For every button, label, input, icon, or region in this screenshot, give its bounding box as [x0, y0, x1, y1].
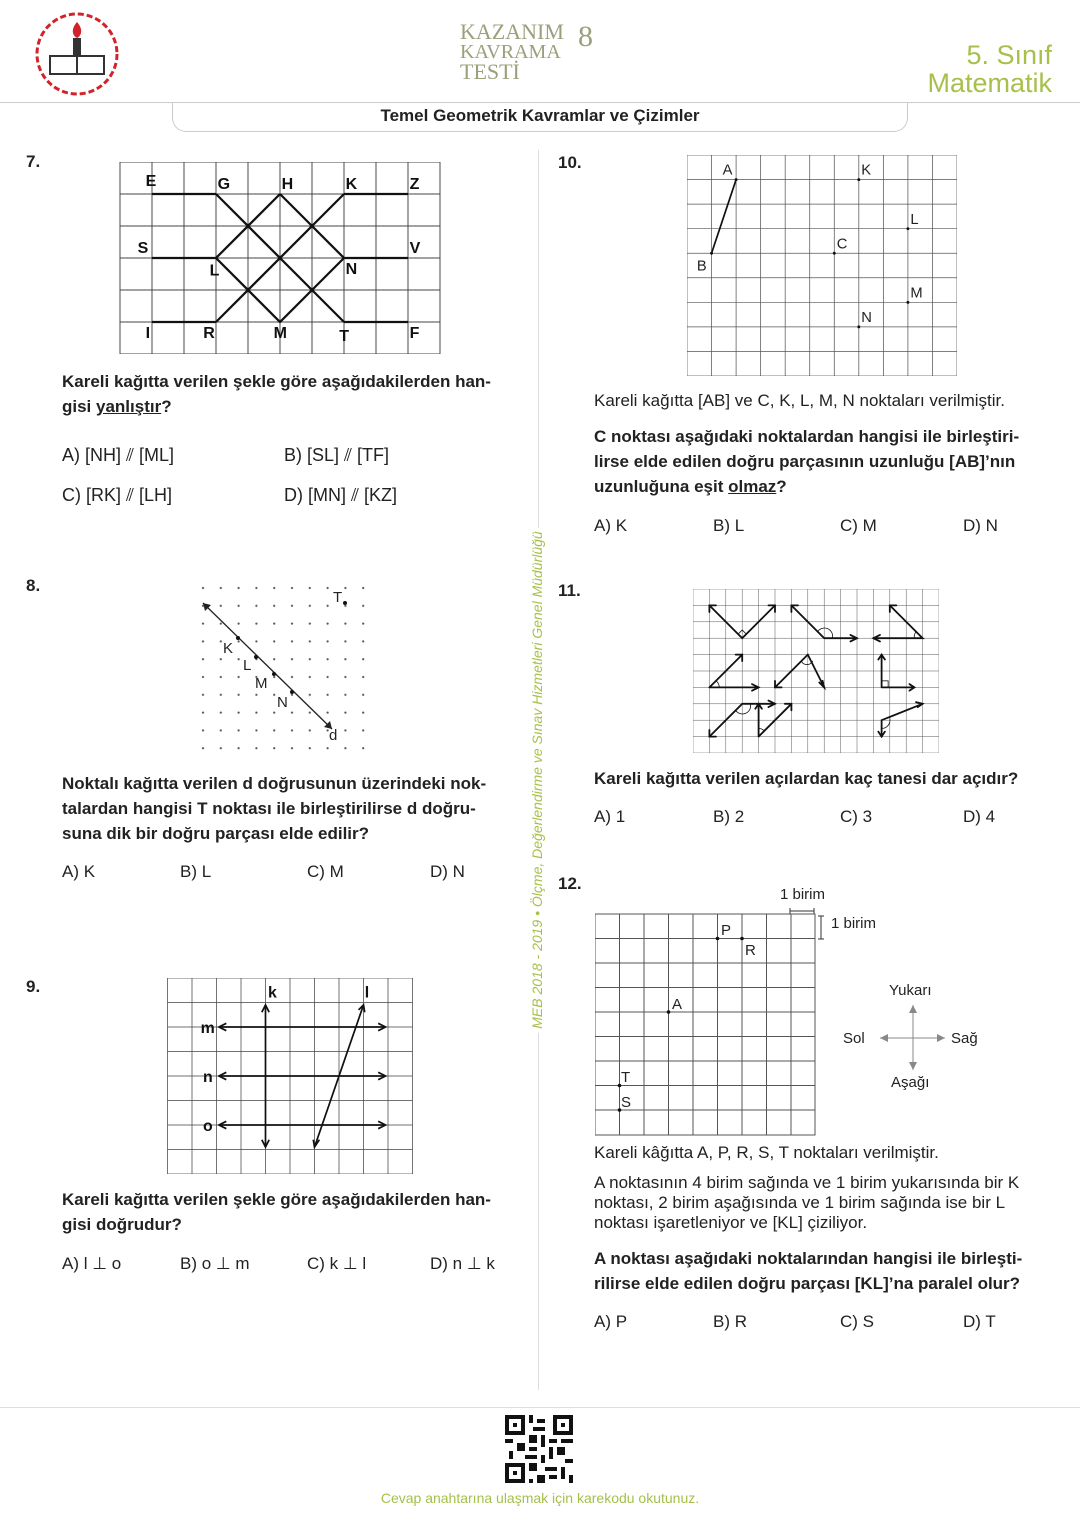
text-line: Kareli kağıtta verilen şekle göre aşağıdakilerden han-: [62, 372, 491, 391]
option-c[interactable]: C) S: [840, 1312, 874, 1331]
option-a[interactable]: A) l ⊥ o: [62, 1254, 122, 1273]
text-line: A noktasının 4 birim sağında ve 1 birim yukarısında bir K: [594, 1173, 1020, 1192]
text-line: rilirse elde edilen doğru parçası [KL]’na paralel olur?: [594, 1274, 1021, 1293]
q10-figure: [687, 155, 957, 376]
emphasis: yanlıştır: [96, 397, 162, 416]
q8-figure: [195, 580, 370, 750]
question-number: 11.: [558, 581, 581, 600]
topic-tab: [172, 102, 908, 132]
intro-text: Kareli kâğıtta A, P, R, S, T noktaları verilmiştir.: [594, 1143, 939, 1162]
compass-left: Sol: [843, 1030, 865, 1047]
question-text: Kareli kağıtta verilen açılardan kaç tanesi dar açıdır?: [594, 769, 1019, 788]
q9-figure: [167, 978, 413, 1174]
header: [0, 0, 1080, 135]
point-label: [861, 310, 872, 326]
compass-up: Yukarı: [889, 982, 932, 999]
question-text: [594, 1246, 1022, 1296]
point-label: T: [621, 1069, 631, 1086]
options: [62, 1254, 495, 1274]
footer-divider: [0, 1407, 1080, 1408]
qr-caption: Cevap anahtarına ulaşmak için karekodu okutunuz.: [380, 1490, 700, 1506]
point-label: [203, 325, 215, 342]
text-line: Kareli kağıtta verilen şekle göre aşağıdakilerden han-: [62, 1190, 491, 1209]
text: uzunluğuna eşit: [594, 477, 729, 496]
point-label: [146, 325, 150, 342]
text-line: C noktası aşağıdaki noktalardan hangisi ile birleştiri-: [594, 427, 1020, 446]
text-line: talardan hangisi T noktası ile birleştirilirse d doğru-: [62, 799, 476, 818]
emphasis: olmaz: [728, 477, 777, 496]
line-label: [203, 1118, 213, 1135]
option-a[interactable]: A) [NH] ⫽ [ML]: [62, 445, 175, 465]
text-line: lirse elde edilen doğru parçasının uzunluğu [AB]’nın: [594, 452, 1016, 471]
question-text: [62, 1187, 532, 1237]
text: ?: [161, 397, 172, 416]
option-d[interactable]: D) N: [963, 516, 998, 535]
brand-line: KAVRAMA: [460, 41, 561, 63]
test-number: 8: [578, 20, 593, 53]
text-line: gisi doğrudur?: [62, 1215, 182, 1234]
question-number: 7.: [26, 152, 41, 171]
point-label: T: [333, 589, 343, 606]
point-label: [138, 240, 149, 257]
option-a[interactable]: A) K: [594, 516, 628, 535]
point-label: [723, 163, 733, 179]
option-b[interactable]: B) L: [713, 516, 745, 535]
body-text: [594, 1173, 1019, 1233]
topic-title: Temel Geometrik Kavramlar ve Çizimler: [380, 106, 700, 125]
text-line: Noktalı kağıtta verilen d doğrusunun üzerindeki nok-: [62, 774, 487, 793]
option-b[interactable]: B) R: [713, 1312, 747, 1331]
question-text: [62, 771, 532, 846]
point-label: [910, 285, 922, 301]
point-label: N: [277, 694, 288, 711]
option-c[interactable]: C) M: [840, 516, 877, 535]
q11-figure: [693, 589, 939, 753]
line-label: [203, 1069, 213, 1086]
grade: 5. Sınıf: [966, 40, 1052, 70]
point-label: K: [223, 640, 234, 657]
q12-figure: [595, 905, 825, 1137]
subject: Matematik: [927, 68, 1052, 98]
question-number: 12.: [558, 874, 582, 893]
point-label: M: [255, 675, 268, 692]
point-label: [339, 328, 349, 345]
options: [594, 1312, 996, 1332]
unit-vertical-label: 1 birim: [831, 915, 877, 932]
option-d[interactable]: D) T: [963, 1312, 996, 1331]
option-c[interactable]: C) k ⊥ l: [307, 1254, 367, 1273]
line-label: [268, 985, 277, 1002]
point-label: [210, 263, 220, 280]
point-label: S: [621, 1094, 632, 1111]
direction-compass-icon: [875, 1000, 950, 1075]
point-label: [410, 325, 420, 342]
option-d[interactable]: D) n ⊥ k: [430, 1254, 495, 1273]
question-number: 10.: [558, 153, 582, 172]
options: [594, 516, 998, 536]
text: gisi: [62, 397, 97, 416]
point-label: [274, 325, 287, 342]
point-label: [282, 176, 294, 193]
text: ?: [776, 477, 787, 496]
text-line: suna dik bir doğru parçası elde edilir?: [62, 824, 370, 843]
option-b[interactable]: B) 2: [713, 807, 745, 826]
options: [62, 435, 522, 515]
option-b[interactable]: B) o ⊥ m: [180, 1254, 250, 1273]
line-label: [201, 1020, 215, 1037]
option-b[interactable]: B) [SL] ⫽ [TF]: [284, 445, 390, 465]
point-label: [146, 173, 157, 190]
compass-right: Sağ: [951, 1030, 978, 1047]
point-label: [410, 176, 420, 193]
qr-code-icon[interactable]: [505, 1415, 573, 1483]
question-number: 8.: [26, 576, 41, 595]
option-d[interactable]: D) 4: [963, 807, 996, 826]
q7-figure: [117, 162, 443, 354]
point-label: P: [721, 922, 732, 939]
point-label: [346, 176, 358, 193]
option-c[interactable]: C) [RK] ⫽ [LH]: [62, 485, 173, 505]
question-text: [594, 424, 1064, 499]
option-c[interactable]: C) 3: [840, 807, 873, 826]
text-line: A noktası aşağıdaki noktalarından hangisi ile birleşti-: [594, 1249, 1023, 1268]
point-label: A: [672, 996, 683, 1013]
option-a[interactable]: A) 1: [594, 807, 626, 826]
compass-down: Aşağı: [891, 1074, 930, 1091]
brand-line: KAZANIM: [460, 19, 564, 44]
options: [594, 807, 995, 827]
point-label: [218, 176, 230, 193]
option-a[interactable]: A) K: [62, 862, 96, 881]
point-label: [861, 163, 871, 179]
point-label: [697, 258, 707, 274]
point-label: [910, 212, 918, 228]
brand: [460, 19, 564, 84]
side-text: MEB 2018 - 2019 • Ölçme, Değerlendirme ve Sınav Hizmetleri Genel Müdürlüğü: [529, 527, 545, 1032]
option-d[interactable]: D) N: [430, 862, 465, 881]
option-d[interactable]: D) [MN] ⫽ [KZ]: [284, 485, 398, 505]
point-label: R: [745, 942, 756, 959]
options: [62, 862, 465, 882]
option-b[interactable]: B) L: [180, 862, 212, 881]
text-line: noktası işaretleniyor ve [KL] çiziliyor.: [594, 1213, 868, 1232]
point-label: [837, 236, 848, 252]
question-number: 9.: [26, 977, 41, 996]
point-label: L: [243, 657, 252, 674]
question-text: [62, 369, 532, 419]
line-label: [365, 985, 369, 1002]
point-label: [346, 261, 358, 278]
brand-line: TESTİ: [460, 59, 520, 84]
unit-horizontal-label: 1 birim: [780, 886, 826, 903]
line-label: d: [329, 727, 338, 744]
meb-logo: [30, 8, 125, 100]
point-label: [410, 240, 421, 257]
option-a[interactable]: A) P: [594, 1312, 628, 1331]
option-c[interactable]: C) M: [307, 862, 344, 881]
intro-text: Kareli kağıtta [AB] ve C, K, L, M, N noktaları verilmiştir.: [594, 391, 1005, 410]
text-line: noktası, 2 birim aşağısında ve 1 birim sağında ise bir L: [594, 1193, 1006, 1212]
